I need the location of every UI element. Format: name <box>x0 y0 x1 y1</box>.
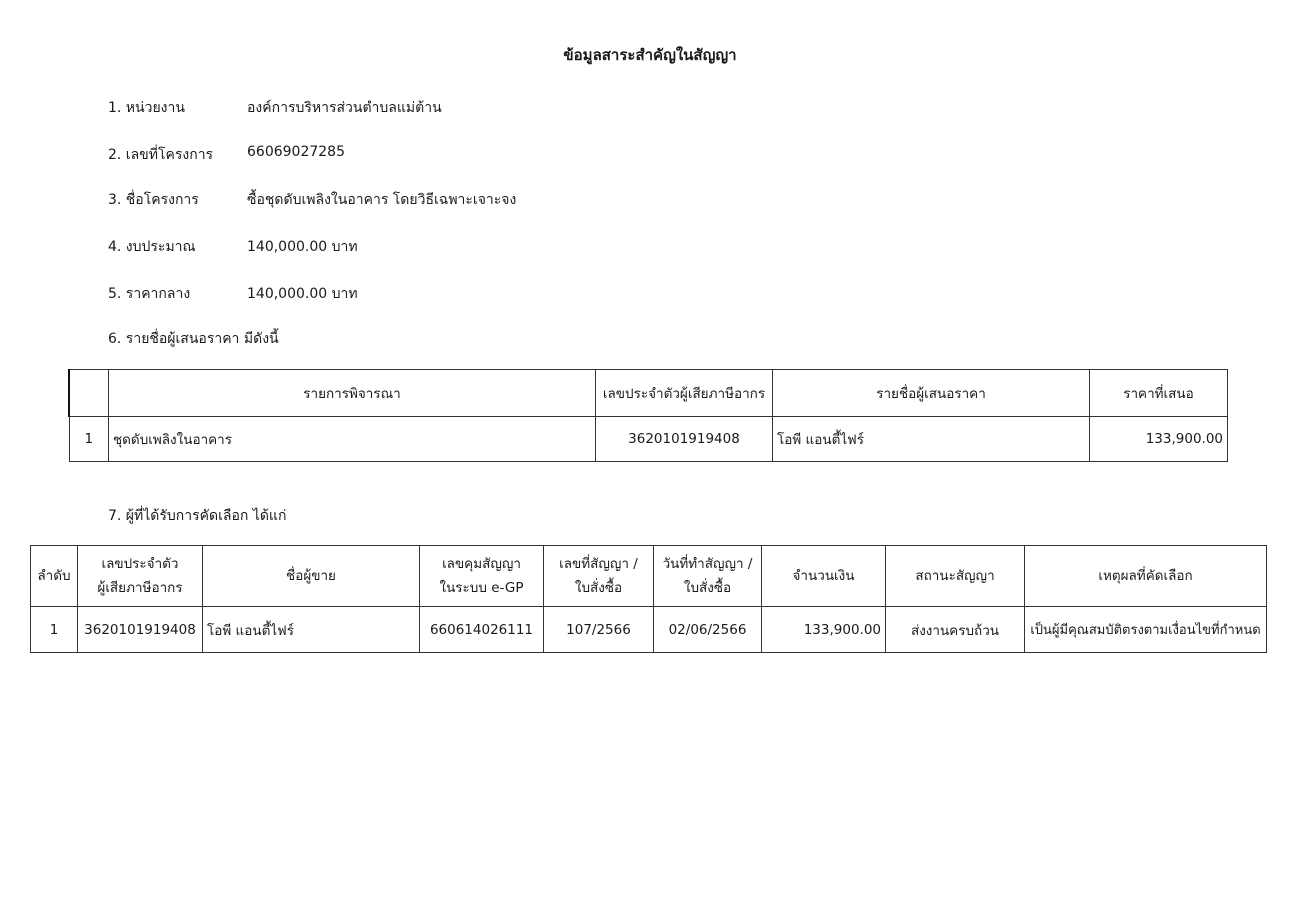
column-header <box>1025 546 1267 607</box>
column-header <box>544 546 654 607</box>
table-row <box>69 417 1228 462</box>
header-line: เหตุผลที่คัดเลือก <box>1098 568 1193 584</box>
field-label: 5. ราคากลาง <box>108 286 191 302</box>
table-cell: 02/06/2566 <box>654 607 762 653</box>
table-cell: ส่งงานครบถ้วน <box>886 607 1025 653</box>
field-value: 140,000.00 บาท <box>247 239 358 255</box>
table-cell: ชุดดับเพลิงในอาคาร <box>109 417 596 462</box>
header-line: ลำดับ <box>37 568 71 584</box>
field-label: 2. เลขที่โครงการ <box>108 147 214 163</box>
field-value: องค์การบริหารส่วนตำบลแม่ต้าน <box>247 100 442 116</box>
table-cell: 3620101919408 <box>596 417 773 462</box>
table-cell: 660614026111 <box>420 607 544 653</box>
column-header <box>420 546 544 607</box>
header-line: เลขคุมสัญญา <box>442 556 521 572</box>
header-line: ชื่อผู้ขาย <box>286 568 336 584</box>
header-line: เลขประจำตัว <box>101 556 179 572</box>
column-header <box>31 546 78 607</box>
column-header <box>886 546 1025 607</box>
field-value: ซื้อชุดดับเพลิงในอาคาร โดยวิธีเฉพาะเจาะจง <box>247 192 517 208</box>
field-value: 140,000.00 บาท <box>247 286 358 302</box>
table-cell: 1 <box>69 417 109 462</box>
table-cell: โอพี แอนตี้ไฟร์ <box>773 417 1090 462</box>
selected-vendor-table <box>30 545 1267 653</box>
table-cell: 1 <box>31 607 78 653</box>
field-label: 4. งบประมาณ <box>108 239 196 255</box>
field-label: 3. ชื่อโครงการ <box>108 192 199 208</box>
section-bidders-heading: 6. รายชื่อผู้เสนอราคา มีดังนี้ <box>108 331 279 347</box>
table-cell: 3620101919408 <box>78 607 203 653</box>
header-line: เลขที่สัญญา / <box>559 556 638 572</box>
header-line: ใบสั่งซื้อ <box>683 580 732 596</box>
column-header <box>69 370 109 417</box>
column-header: เลขประจำตัวผู้เสียภาษีอากร <box>596 370 773 417</box>
table-cell: 133,900.00 <box>762 607 886 653</box>
column-header: ราคาที่เสนอ <box>1090 370 1228 417</box>
column-header: รายชื่อผู้เสนอราคา <box>773 370 1090 417</box>
table-header-row <box>69 370 1228 417</box>
header-line: สถานะสัญญา <box>915 568 995 584</box>
column-header <box>762 546 886 607</box>
column-header: รายการพิจารณา <box>109 370 596 417</box>
column-header <box>654 546 762 607</box>
header-line: ผู้เสียภาษีอากร <box>97 580 183 596</box>
table-header-row <box>31 546 1267 607</box>
table-row <box>31 607 1267 653</box>
field-value: 66069027285 <box>247 144 345 160</box>
section-selected-heading: 7. ผู้ที่ได้รับการคัดเลือก ได้แก่ <box>108 508 287 524</box>
bidders-table <box>68 369 1228 462</box>
header-line: ใบสั่งซื้อ <box>574 580 623 596</box>
document-title: ข้อมูลสาระสำคัญในสัญญา <box>563 46 737 64</box>
table-cell: เป็นผู้มีคุณสมบัติตรงตามเงื่อนไขที่กำหนด <box>1025 607 1267 653</box>
header-line: จำนวนเงิน <box>792 568 855 584</box>
table-cell: 107/2566 <box>544 607 654 653</box>
table-cell: 133,900.00 <box>1090 417 1228 462</box>
header-line: ในระบบ e-GP <box>439 580 524 596</box>
field-label: 1. หน่วยงาน <box>108 100 185 116</box>
header-line: วันที่ทำสัญญา / <box>662 556 753 572</box>
column-header <box>203 546 420 607</box>
column-header <box>78 546 203 607</box>
table-cell: โอพี แอนตี้ไฟร์ <box>203 607 420 653</box>
